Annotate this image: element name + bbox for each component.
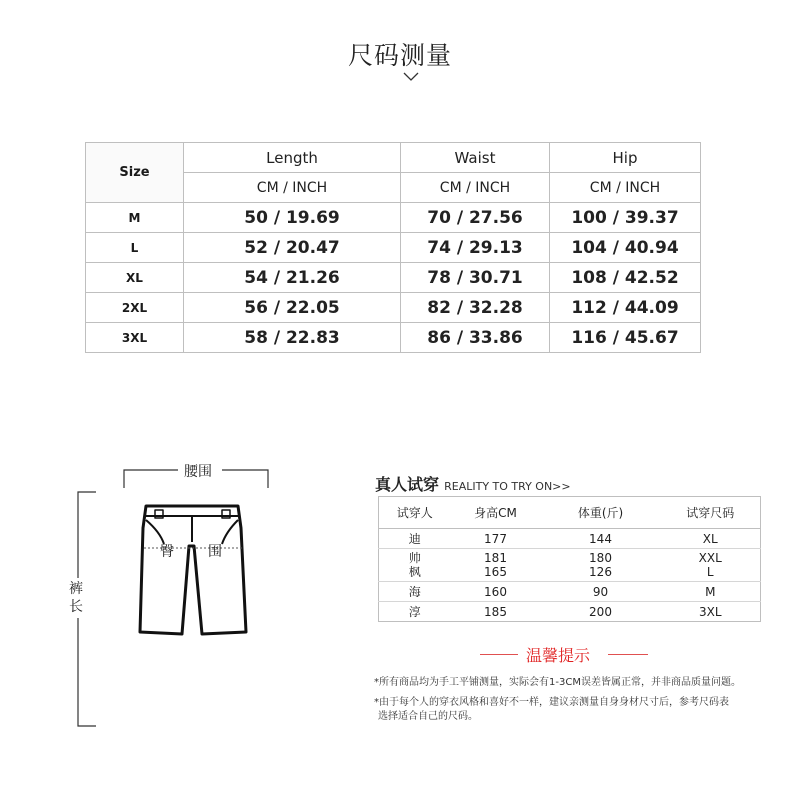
length-label-char-1: 裤: [69, 581, 83, 597]
size-cell: 2XL: [86, 293, 184, 323]
hip-cell: 100 / 39.37: [550, 203, 701, 233]
size-header: Size: [86, 143, 184, 203]
size-value-1: XXL: [698, 551, 722, 565]
weight-cell: 144: [589, 531, 612, 546]
size-cell: XL: [86, 263, 184, 293]
hip-cell: 104 / 40.94: [550, 233, 701, 263]
size-cell: XL: [702, 531, 718, 546]
height-cell: 160: [451, 582, 541, 602]
size-cell: L: [86, 233, 184, 263]
waist-cell: 70 / 27.56: [401, 203, 550, 233]
height-cell: [451, 549, 541, 582]
size-cell: 3XL: [661, 602, 761, 622]
tryon-header-person: 试穿人: [379, 497, 451, 529]
weight-value-1: 180: [589, 551, 612, 565]
weight-cell: [541, 549, 661, 582]
person-name-1: 帅: [408, 551, 421, 565]
height-cell: 185: [451, 602, 541, 622]
page-title: 尺码测量: [347, 41, 452, 70]
table-row: [86, 233, 701, 263]
column-header-waist: Waist: [401, 143, 550, 173]
height-cell: 177: [484, 531, 507, 546]
note-2a: *由于每个人的穿衣风格和喜好不一样，建议亲测量自身身材尺寸后，参考尺码表: [374, 697, 729, 708]
column-header-length: Length: [184, 143, 401, 173]
table-row: [379, 529, 761, 549]
weight-cell: 90: [541, 582, 661, 602]
waist-label: 腰围: [184, 464, 212, 480]
size-cell: 3XL: [86, 323, 184, 353]
unit-header-waist: CM / INCH: [401, 173, 550, 203]
hip-label-char-1: 臀: [160, 544, 174, 560]
size-cell: M: [86, 203, 184, 233]
person-cell: 迪: [408, 531, 421, 546]
weight-value-2: 126: [589, 565, 612, 579]
table-row: [86, 323, 701, 353]
table-row: [86, 203, 701, 233]
hip-label-char-2: 围: [208, 544, 222, 560]
tryon-title-en: REALITY TO TRY ON>>: [444, 480, 571, 493]
length-cell: 58 / 22.83: [184, 323, 401, 353]
person-cell: [379, 549, 451, 582]
pants-diagram: [0, 450, 300, 740]
tryon-title: [375, 472, 571, 495]
unit-header-hip: CM / INCH: [550, 173, 701, 203]
length-label-char-2: 长: [69, 599, 83, 615]
tryon-header-height: 身高CM: [451, 497, 541, 529]
tip-divider-left: [480, 654, 518, 655]
tryon-title-cn: 真人试穿: [375, 475, 440, 494]
size-table: [85, 142, 701, 353]
chevron-down-icon: [403, 72, 419, 82]
size-value-2: L: [706, 565, 714, 579]
hip-cell: 112 / 44.09: [550, 293, 701, 323]
height-value-2: 165: [484, 565, 507, 579]
hip-cell: 116 / 45.67: [550, 323, 701, 353]
person-cell: 海: [379, 582, 451, 602]
table-row: [379, 582, 761, 602]
size-cell: M: [661, 582, 761, 602]
hip-cell: 108 / 42.52: [550, 263, 701, 293]
length-label: [66, 580, 86, 616]
pants-outline-icon: [140, 506, 246, 634]
waist-cell: 86 / 33.86: [401, 323, 550, 353]
height-value-1: 181: [484, 551, 507, 565]
weight-cell: 200: [541, 602, 661, 622]
person-cell: 淳: [379, 602, 451, 622]
length-cell: 54 / 21.26: [184, 263, 401, 293]
waist-cell: 82 / 32.28: [401, 293, 550, 323]
table-row: [379, 549, 761, 582]
size-cell: [661, 549, 761, 582]
unit-header-length: CM / INCH: [184, 173, 401, 203]
tryon-header-weight: 体重(斤): [541, 497, 661, 529]
length-cell: 50 / 19.69: [184, 203, 401, 233]
table-row: [86, 263, 701, 293]
waist-cell: 74 / 29.13: [401, 233, 550, 263]
tryon-header-size: 试穿尺码: [661, 497, 761, 529]
length-cell: 56 / 22.05: [184, 293, 401, 323]
tip-divider-right: [608, 654, 648, 655]
tip-title: 温馨提示: [526, 646, 591, 665]
length-cell: 52 / 20.47: [184, 233, 401, 263]
table-row: [379, 602, 761, 622]
waist-cell: 78 / 30.71: [401, 263, 550, 293]
person-name-2: 枫: [408, 565, 421, 579]
note-1: *所有商品均为手工平铺测量，实际会有1-3CM误差皆属正常，并非商品质量问题。: [374, 677, 741, 688]
column-header-hip: Hip: [550, 143, 701, 173]
note-2b: 选择适合自己的尺码。: [378, 711, 478, 722]
tryon-table: [378, 496, 761, 622]
table-row: [86, 293, 701, 323]
